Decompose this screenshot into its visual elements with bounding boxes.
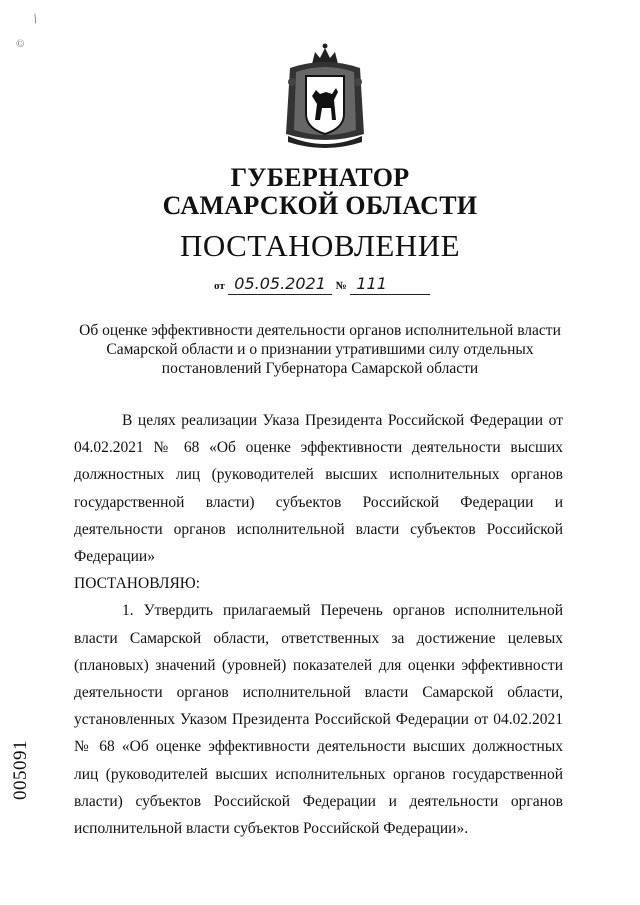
document-number: 111 — [350, 274, 430, 295]
from-label: от — [214, 280, 225, 292]
document-type-heading: ПОСТАНОВЛЕНИЕ — [179, 228, 461, 263]
body-paragraph-1: В целях реализации Указа Президента Российской Федерации от 04.02.2021 № 68 «Об оценке эффективности деятельности высших должностных лиц (руководителей высших исполнительных органов государственной власти) субъектов Российской Федерации и деятельности органов исполнительной власти субъектов Российской Федерации» — [74, 412, 563, 566]
document-title: Об оценке эффективности деятельности органов исполнительной власти Самарской области и о признании утратившими силу отдельных постановлений Губернатора Самарской области — [79, 322, 561, 377]
margin-scan-mark: © — [16, 38, 25, 50]
authority-title-line-2: САМАРСКОЙ ОБЛАСТИ — [162, 191, 478, 220]
resolve-word: ПОСТАНОВЛЯЮ: — [74, 575, 201, 593]
body-paragraph-2: 1. Утвердить прилагаемый Перечень органов исполнительной власти Самарской области, ответственных за достижение целевых (плановых) значений (уровней) показателей для оценки эффективности деятельности органов исполнительной власти Самарской области, установленных Указом Президента Российской Федерации от 04.02.2021 № 68 «Об оценке эффективности деятельности высших должностных лиц (руководителей высших исполнительных органов государственной власти) субъектов Российской Федерации и деятельности органов исполнительной власти субъектов Российской Федерации». — [74, 602, 563, 838]
margin-handwritten-mark: / — [30, 11, 41, 28]
document-date: 05.05.2021 — [228, 274, 332, 295]
authority-title-line-1: ГУБЕРНАТОР — [230, 163, 410, 192]
coat-of-arms-emblem — [282, 42, 368, 150]
document-body — [74, 407, 563, 842]
number-label: № — [335, 280, 347, 292]
document-dateline — [214, 274, 430, 296]
side-registration-code: 005091 — [10, 740, 31, 800]
